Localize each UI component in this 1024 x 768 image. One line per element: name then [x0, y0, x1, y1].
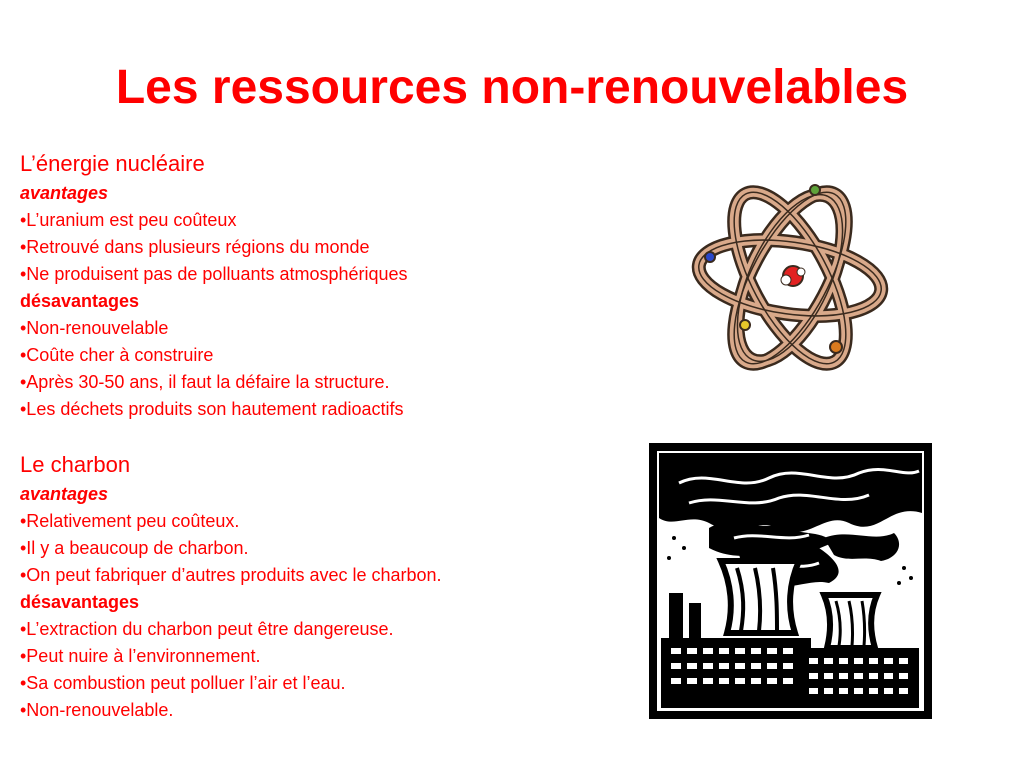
- slide-title: Les ressources non-renouvelables: [115, 61, 909, 114]
- coal-disadvantage-item: •Peut nuire à l’environnement.: [20, 646, 261, 666]
- coal-advantages-label: avantages: [20, 484, 109, 504]
- nuclear-disadvantages-label: désavantages: [20, 291, 140, 311]
- coal-advantage-item: •Il y a beaucoup de charbon.: [20, 538, 249, 558]
- coal-disadvantage-item: •Non-renouvelable.: [20, 700, 174, 720]
- nuclear-heading: L’énergie nucléaire: [20, 151, 205, 176]
- coal-advantage-item: •Relativement peu coûteux.: [20, 511, 240, 531]
- coal-heading: Le charbon: [20, 452, 131, 477]
- nuclear-advantage-item: •Ne produisent pas de polluants atmosphériques: [20, 264, 408, 284]
- nuclear-disadvantage-item: •Non-renouvelable: [20, 318, 169, 338]
- nuclear-advantage-item: •L’uranium est peu coûteux: [20, 210, 237, 230]
- atom-image: [690, 170, 890, 385]
- coal-disadvantages-label: désavantages: [20, 592, 140, 612]
- coal-advantage-item: •On peut fabriquer d’autres produits avec le charbon.: [20, 565, 442, 585]
- nuclear-disadvantage-item: •Après 30-50 ans, il faut la défaire la structure.: [20, 372, 390, 392]
- nuclear-disadvantage-item: •Les déchets produits son hautement radioactifs: [20, 399, 404, 419]
- nuclear-advantages-label: avantages: [20, 183, 109, 203]
- slide-content: [20, 148, 660, 724]
- section-gap: [20, 423, 660, 449]
- nuclear-disadvantage-item: •Coûte cher à construire: [20, 345, 214, 365]
- power-plant-image: [649, 443, 932, 719]
- coal-disadvantage-item: •L’extraction du charbon peut être dangereuse.: [20, 619, 394, 639]
- nuclear-advantage-item: •Retrouvé dans plusieurs régions du monde: [20, 237, 370, 257]
- coal-disadvantage-item: •Sa combustion peut polluer l’air et l’eau.: [20, 673, 346, 693]
